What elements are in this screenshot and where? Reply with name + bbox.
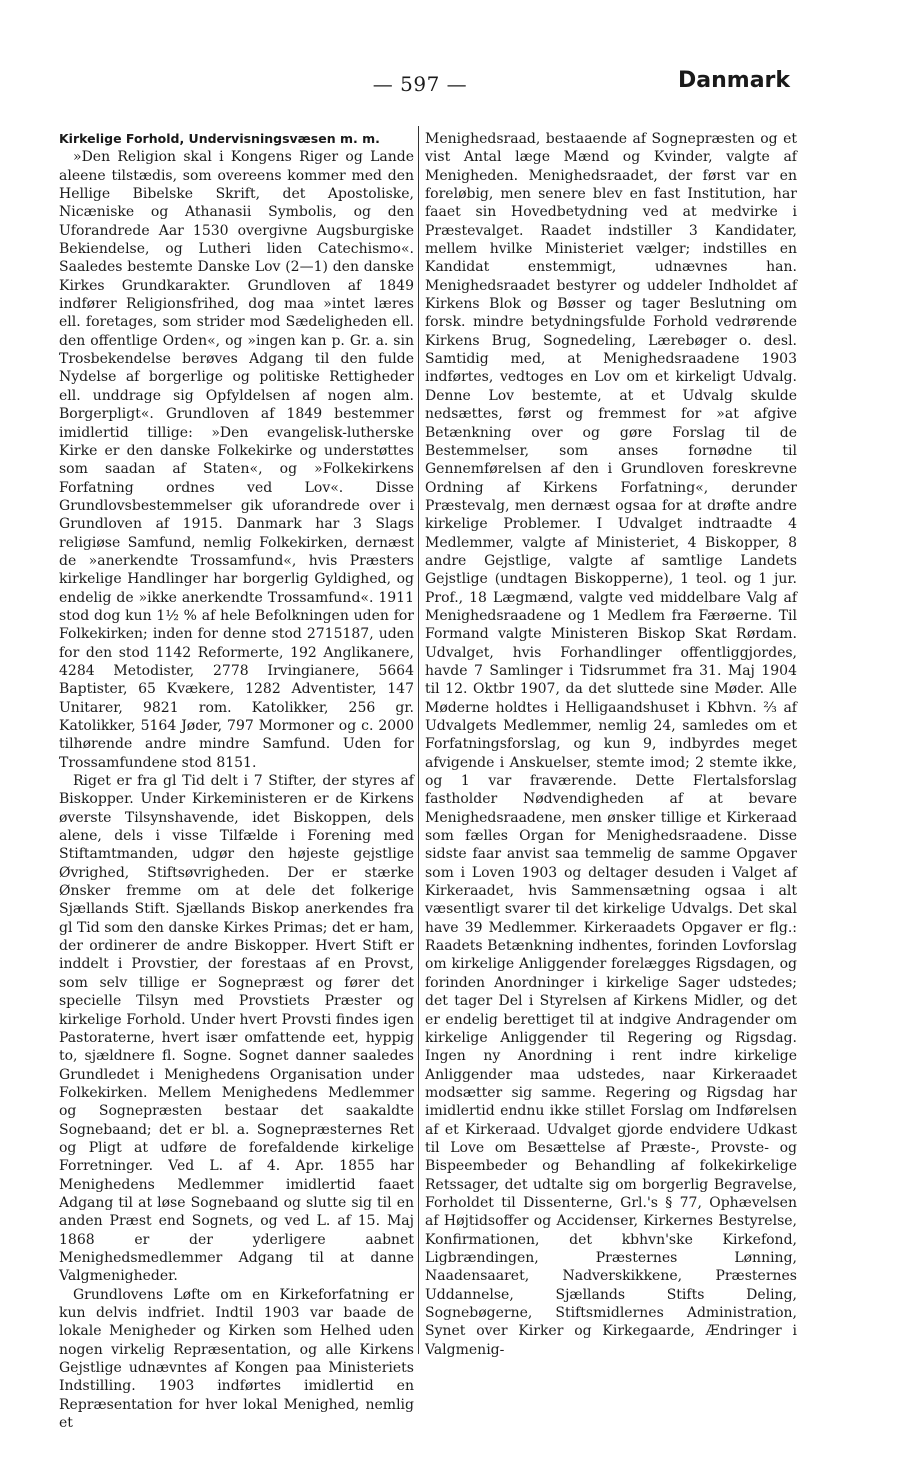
left-column: [59, 130, 414, 1432]
column-divider: [418, 126, 419, 1354]
paragraph: Riget er fra gl Tid delt i 7 Stifter, der styres af Biskopper. Under Kirkeministeren er de Kirkens øverste Tilsynshavende, idet Biskoppen, dels alene, dels i visse Tilfælde i Forening med Stiftamtmanden, udgør den højeste gejstlige Øvrighed, Stiftsøvrigheden. Der er stærke Ønsker fremme om at dele det folkerige Sjællands Stift. Sjællands Biskop anerkendes fra gl Tid som den danske Kirkes Primas; det er ham, der ordinerer de andre Biskopper. Hvert Stift er inddelt i Provstier, der forestaas af en Provst, som selv tillige er Sognepræst og fører det specielle Tilsyn med Provstiets Præster og kirkelige Forhold. Under hvert Provsti findes igen Pastoraterne, hvert især omfattende eet, hyppig to, sjældnere fl. Sogne. Sognet danner saaledes Grundledet i Menighedens Organisation under Folkekirken. Mellem Menighedens Medlemmer og Sognepræsten bestaar det saakaldte Sognebaand; det er bl. a. Sognepræsternes Ret og Pligt at udføre de forefaldende kirkelige Forretninger. Ved L. af 4. Apr. 1855 har Menighedens Medlemmer imidlertid faaet Adgang til at løse Sognebaand og slutte sig til en anden Præst end Sognets, og ved L. af 15. Maj 1868 er der yderligere aabnet Menighedsmedlemmer Adgang til at danne Valgmenigheder.: [59, 773, 414, 1285]
right-column: [425, 130, 797, 1359]
running-head-country: Danmark: [678, 68, 791, 93]
section-heading: Kirkelige Forhold, Undervisningsvæsen m. m.: [59, 131, 380, 146]
paragraph: Grundlovens Løfte om en Kirkeforfatning er kun delvis indfriet. Indtil 1903 var baade de lokale Menigheder og Kirken som Helhed uden nogen virkelig Repræsentation, og alle Kirkens Gejstlige udnævntes af Kongen paa Ministeriets Indstilling. 1903 indførtes imidlertid en Repræsentation for hver lokal Menighed, nemlig et: [59, 1286, 414, 1432]
paragraph: Menighedsraad, bestaaende af Sognepræsten og et vist Antal læge Mænd og Kvinder, valgte af Menigheden. Menighedsraadet, der først var en foreløbig, men senere blev en fast Institution, har faaet sin Hovedbetydning ved at medvirke i Præstevalget. Raadet indstiller 3 Kandidater, mellem hvilke Ministeriet vælger; indstilles en Kandidat enstemmigt, udnævnes han. Menighedsraadet bestyrer og uddeler Indholdet af Kirkens Blok og Bøsser og tager Beslutning om forsk. mindre betydningsfulde Forhold vedrørende Kirkens Brug, Sognedeling, Lærebøger o. desl. Samtidig med, at Menighedsraadene 1903 indførtes, vedtoges en Lov om et kirkeligt Udvalg. Denne Lov bestemte, at et Udvalg skulde nedsættes, først og fremmest for »at afgive Betænkning over og gøre Forslag til de Bestemmelser, som anses fornødne til Gennemførelsen af den i Grundloven foreskrevne Ordning af Kirkens Forfatning«, derunder Præstevalg, men dernæst ogsaa for at drøfte andre kirkelige Problemer. I Udvalget indtraadte 4 Medlemmer, valgte af Ministeriet, 4 Biskopper, 8 andre Gejstlige, valgte af samtlige Landets Gejstlige (undtagen Biskopperne), 1 teol. og 1 jur. Prof., 18 Lægmænd, valgte ved middelbare Valg af Menighedsraadene og 1 Medlem fra Færøerne. Til Formand valgte Ministeren Biskop Skat Rørdam. Udvalget, hvis Forhandlinger offentliggjordes, havde 7 Samlinger i Tidsrummet fra 31. Maj 1904 til 12. Oktbr 1907, da det sluttede sine Møder. Alle Møderne holdtes i Helligaandshuset i Kbhvn. ⅔ af Udvalgets Medlemmer, nemlig 24, samledes om et Forfatningsforslag, og kun 9, indbyrdes meget afvigende i Anskuelser, stemte imod; 2 stemte ikke, og 1 var fraværende. Dette Flertalsforslag fastholder Nødvendigheden af at bevare Menighedsraadene, men ønsker tillige et Kirkeraad som fælles Organ for Menighedsraadene. Disse sidste faar anvist saa temmelig de samme Opgaver som i Loven 1903 og deltager desuden i Valget af Kirkeraadet, hvis Sammensætning ogsaa i alt væsentligt svarer til det kirkelige Udvalgs. Det skal have 39 Medlemmer. Kirkeraadets Opgaver er flg.: Raadets Betænkning indhentes, forinden Lovforslag om kirkelige Anliggender forelægges Rigsdagen, og forinden Anordninger i kirkelige Sager udstedes; det tager Del i Styrelsen af Kirkens Midler, og det er endelig berettiget til at indgive Andragender om kirkelige Anliggender til Regering og Rigsdag. Ingen ny Anordning i rent indre kirkelige Anliggender maa udstedes, naar Kirkeraadet modsætter sig samme. Regering og Rigsdag har imidlertid endnu ikke stillet Forslag om Indførelsen af et Kirkeraad. Udvalget gjorde endvidere Udkast til Love om Besættelse af Præste-, Provste- og Bispeembeder og Behandling af folkekirkelige Retssager, det udtalte sig om borgerlig Begravelse, Forholdet til Dissenterne, Grl.'s § 77, Ophævelsen af Højtidsoffer og Accidenser, Kirkernes Bestyrelse, Konfirmationen, det kbhvn'ske Kirkefond, Ligbrændingen, Præsternes Lønning, Naadensaaret, Nadverskikkene, Præsternes Uddannelse, Sjællands Stifts Deling, Sognebøgerne, Stiftsmidlernes Administration, Synet over Kirker og Kirkegaarde, Ændringer i Valgmenig-: [425, 131, 797, 1358]
paragraph: »Den Religion skal i Kongens Riger og Lande aleene tilstædis, som overeens kommer med den Hellige Bibelske Skrift, det Apostoliske, Nicæniske og Athanasii Symbolis, og den Uforandrede Aar 1530 overgivne Augsburgiske Bekiendelse, og Lutheri liden Catechismo«. Saaledes bestemte Danske Lov (2—1) den danske Kirkes Grundkarakter. Grundloven af 1849 indfører Religionsfrihed, dog maa »intet læres ell. foretages, som strider mod Sædeligheden ell. den offentlige Orden«, og »ingen kan p. Gr. a. sin Trosbekendelse berøves Adgang til den fulde Nydelse af borgerlige og politiske Rettigheder ell. unddrage sig Opfyldelsen af nogen alm. Borgerpligt«. Grundloven af 1849 bestemmer imidlertid tillige: »Den evangelisk-lutherske Kirke er den danske Folkekirke og understøttes som saadan af Staten«, og »Folkekirkens Forfatning ordnes ved Lov«. Disse Grundlovsbestemmelser gik uforandrede over i Grundloven af 1915. Danmark har 3 Slags religiøse Samfund, nemlig Folkekirken, dernæst de »anerkendte Trossamfund«, hvis Præsters kirkelige Handlinger har borgerlig Gyldighed, og endelig de »ikke anerkendte Trossamfund«. 1911 stod dog kun 1½ % af hele Befolkningen uden for Folkekirken; inden for denne stod 2715187, uden for den stod 1142 Reformerte, 192 Anglikanere, 4284 Metodister, 2778 Irvingianere, 5664 Baptister, 65 Kvækere, 1282 Adventister, 147 Unitarer, 9821 rom. Katolikker, 256 gr. Katolikker, 5164 Jøder, 797 Mormoner og c. 2000 tilhørende andre mindre Samfund. Uden for Trossamfundene stod 8151.: [59, 149, 414, 771]
page-number: — 597 —: [372, 72, 468, 96]
